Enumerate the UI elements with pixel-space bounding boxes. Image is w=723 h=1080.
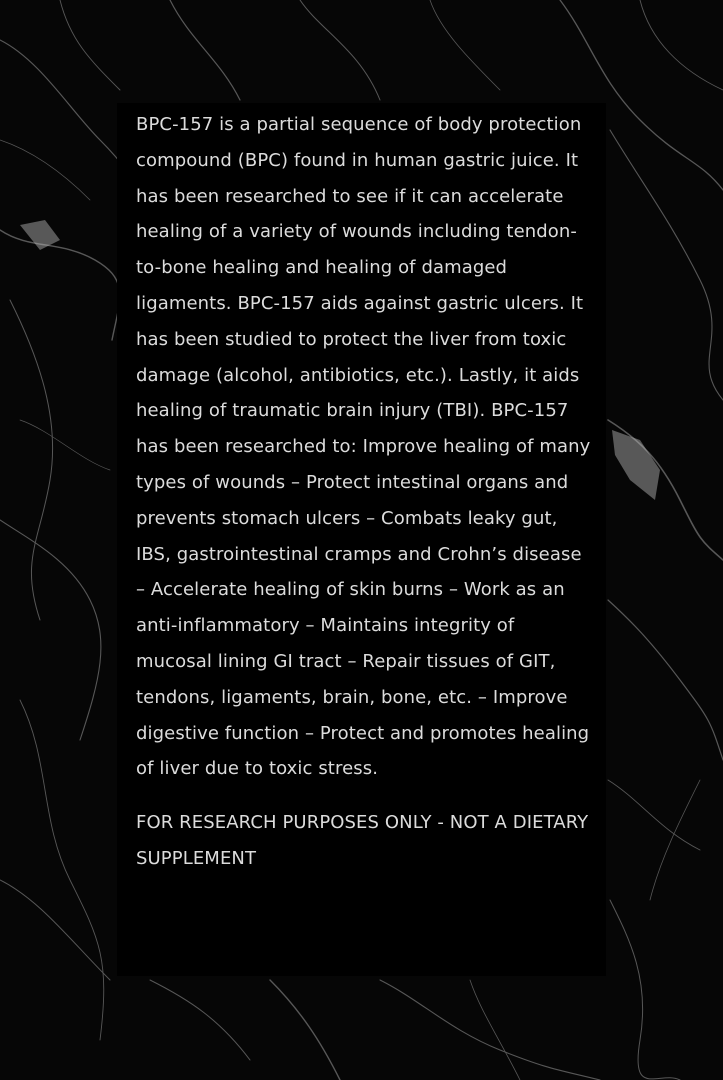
description-panel: [117, 103, 606, 976]
product-description: BPC-157 is a partial sequence of body protection compound (BPC) found in human gastric juice. It has been researched to see if it can accelerate healing of a variety of wounds including tendon-to-bone healing and healing of damaged ligaments. BPC-157 aids against gastric ulcers. It has been studied to protect the liver from toxic damage (alcohol, antibiotics, etc.). Lastly, it aids healing of traumatic brain injury (TBI). BPC-157 has been researched to: Improve healing of many types of wounds – Protect intestinal organs and prevents stomach ulcers – Combats leaky gut, IBS, gastrointestinal cramps and Crohn’s disease – Accelerate healing of skin burns – Work as an anti-inflammatory – Maintains integrity of mucosal lining GI tract – Repair tissues of GIT, tendons, ligaments, brain, bone, etc. – Improve digestive function – Protect and promotes healing of liver due to toxic stress.: [136, 114, 591, 780]
research-disclaimer: FOR RESEARCH PURPOSES ONLY - NOT A DIETARY SUPPLEMENT: [136, 812, 589, 870]
